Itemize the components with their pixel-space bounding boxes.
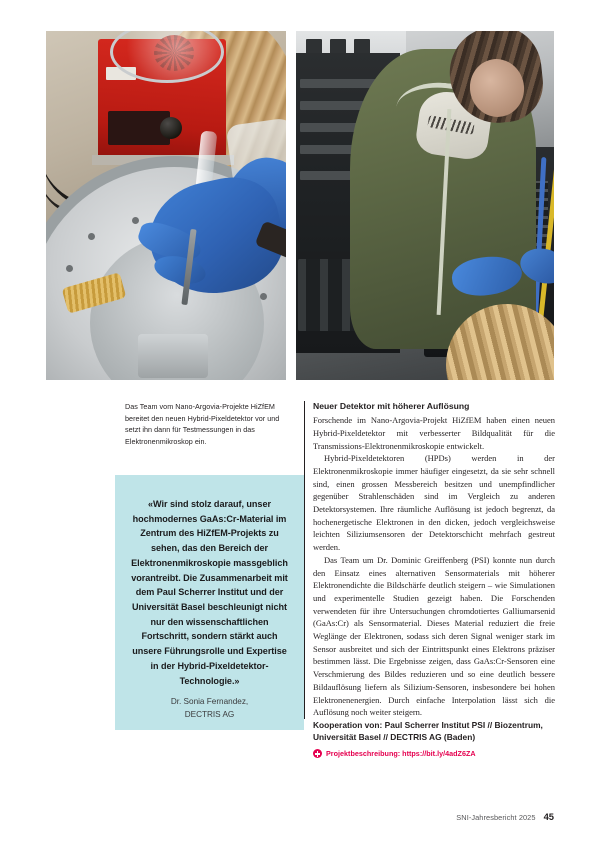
pull-quote-organisation: DECTRIS AG — [184, 709, 235, 719]
flange-bolt — [88, 233, 95, 240]
article-paragraph: Forschende im Nano-Argovia-Projekt HiZfEM haben einen neuen Hybrid-Pixeldetektor mit verbesserter Bildqualität für die Transmissions-Elektronenmikroskopie entwickelt. — [313, 415, 555, 451]
pull-quote-author: Dr. Sonia Fernandez, — [170, 697, 249, 707]
left-column — [125, 401, 292, 448]
photo-microscope-setup — [296, 31, 554, 380]
footer-page-number: 45 — [543, 811, 554, 822]
article-paragraph: Hybrid-Pixeldetektoren (HPDs) werden in der Elektronenmikroskopie immer häufiger eingesetzt, da sie sehr schnell sind, einen grossen Messbereich besitzen und unempfindlicher gegenüber Strahlenschäden sind im Vergleich zu anderen Detektorsystemen. Ihre räumliche Auflösung ist jedoch begrenzt, da hochenergetische Elektronen in den dicken, jedoch vergleichsweise leichten Siliziumsensoren der Detektorschicht mehrfach gestreut werden. — [313, 453, 555, 553]
project-link-label[interactable]: Projektbeschreibung: https://bit.ly/4adZ6ZA — [326, 748, 476, 758]
photo-row — [46, 31, 554, 380]
right-column — [313, 401, 555, 758]
page-footer — [456, 811, 554, 822]
footer-publication: SNI-Jahresbericht 2025 — [456, 813, 536, 822]
flange-bolt — [260, 293, 267, 300]
article-paragraph: Das Team um Dr. Dominic Greiffenberg (PSI) konnte nun durch den Einsatz eines alternativen Sensormaterials mit höherer Elektronendichte die Bildschärfe deutlich steigern – wie Simulationen und experimentelle Studien gezeigt haben. Die Forschenden verwendeten für ihre Untersuchungen chromdotiertes Galliumarsenid (GaAs:Cr) als Sensormaterial. Dieses Material reduziert die freie Weglänge der Elektronen, sodass sich deren Signal weniger stark im Sensor ausbreitet und sich der Eintrittspunkt eines Elektrons präziser bestimmen lässt. Die Ergebnisse zeigen, dass GaAs:Cr-Sensoren eine Verschmierung des Bildes reduzieren und so eine deutlich bessere Bildauflösung liefern als Silizium-Sensoren, insbesondere bei hohen Elektronenenergien. Durch einfache Interpolation lässt sich die Auflösung noch weiter steigern. — [313, 554, 555, 718]
pull-quote-inner — [115, 475, 304, 721]
photo-detector-preparation — [46, 31, 286, 380]
pull-quote-box — [115, 475, 304, 730]
flange-bolt — [66, 265, 73, 272]
cooperation-line: Kooperation von: Paul Scherrer Institut PSI // Biozentrum, Universität Basel // DECTRIS AG (Baden) — [313, 719, 543, 742]
flange-bolt — [132, 217, 139, 224]
column-divider — [304, 401, 305, 719]
instrument-knob — [160, 117, 182, 139]
project-link-row[interactable] — [313, 749, 555, 759]
pull-quote-text: «Wir sind stolz darauf, unser hochmodernes GaAs:Cr-Material im Zentrum des HiZfEM-Projekts zu sehen, das den Bereich der Elektronenmikroskopie massgeblich vorantreibt. Die Zusammenarbeit mit dem Paul Scherrer Institut und der Universität Basel beschleunigt nicht nur den wissenschaftlichen Fortschritt, sondern stärkt auch unsere Führungsrolle und Expertise in der Hybrid-Pixeldetektor-Technologie.» — [131, 499, 288, 686]
photo-caption: Das Team vom Nano-Argovia-Projekte HiZfEM bereitet den neuen Hybrid-Pixeldetektor vor und setzt ihn dann für Testmessungen in das Elektronenmikroskop ein. — [125, 402, 280, 446]
article-subheading: Neuer Detektor mit höherer Auflösung — [313, 401, 470, 411]
detector-mount — [138, 334, 208, 378]
plus-circle-icon — [313, 749, 322, 758]
